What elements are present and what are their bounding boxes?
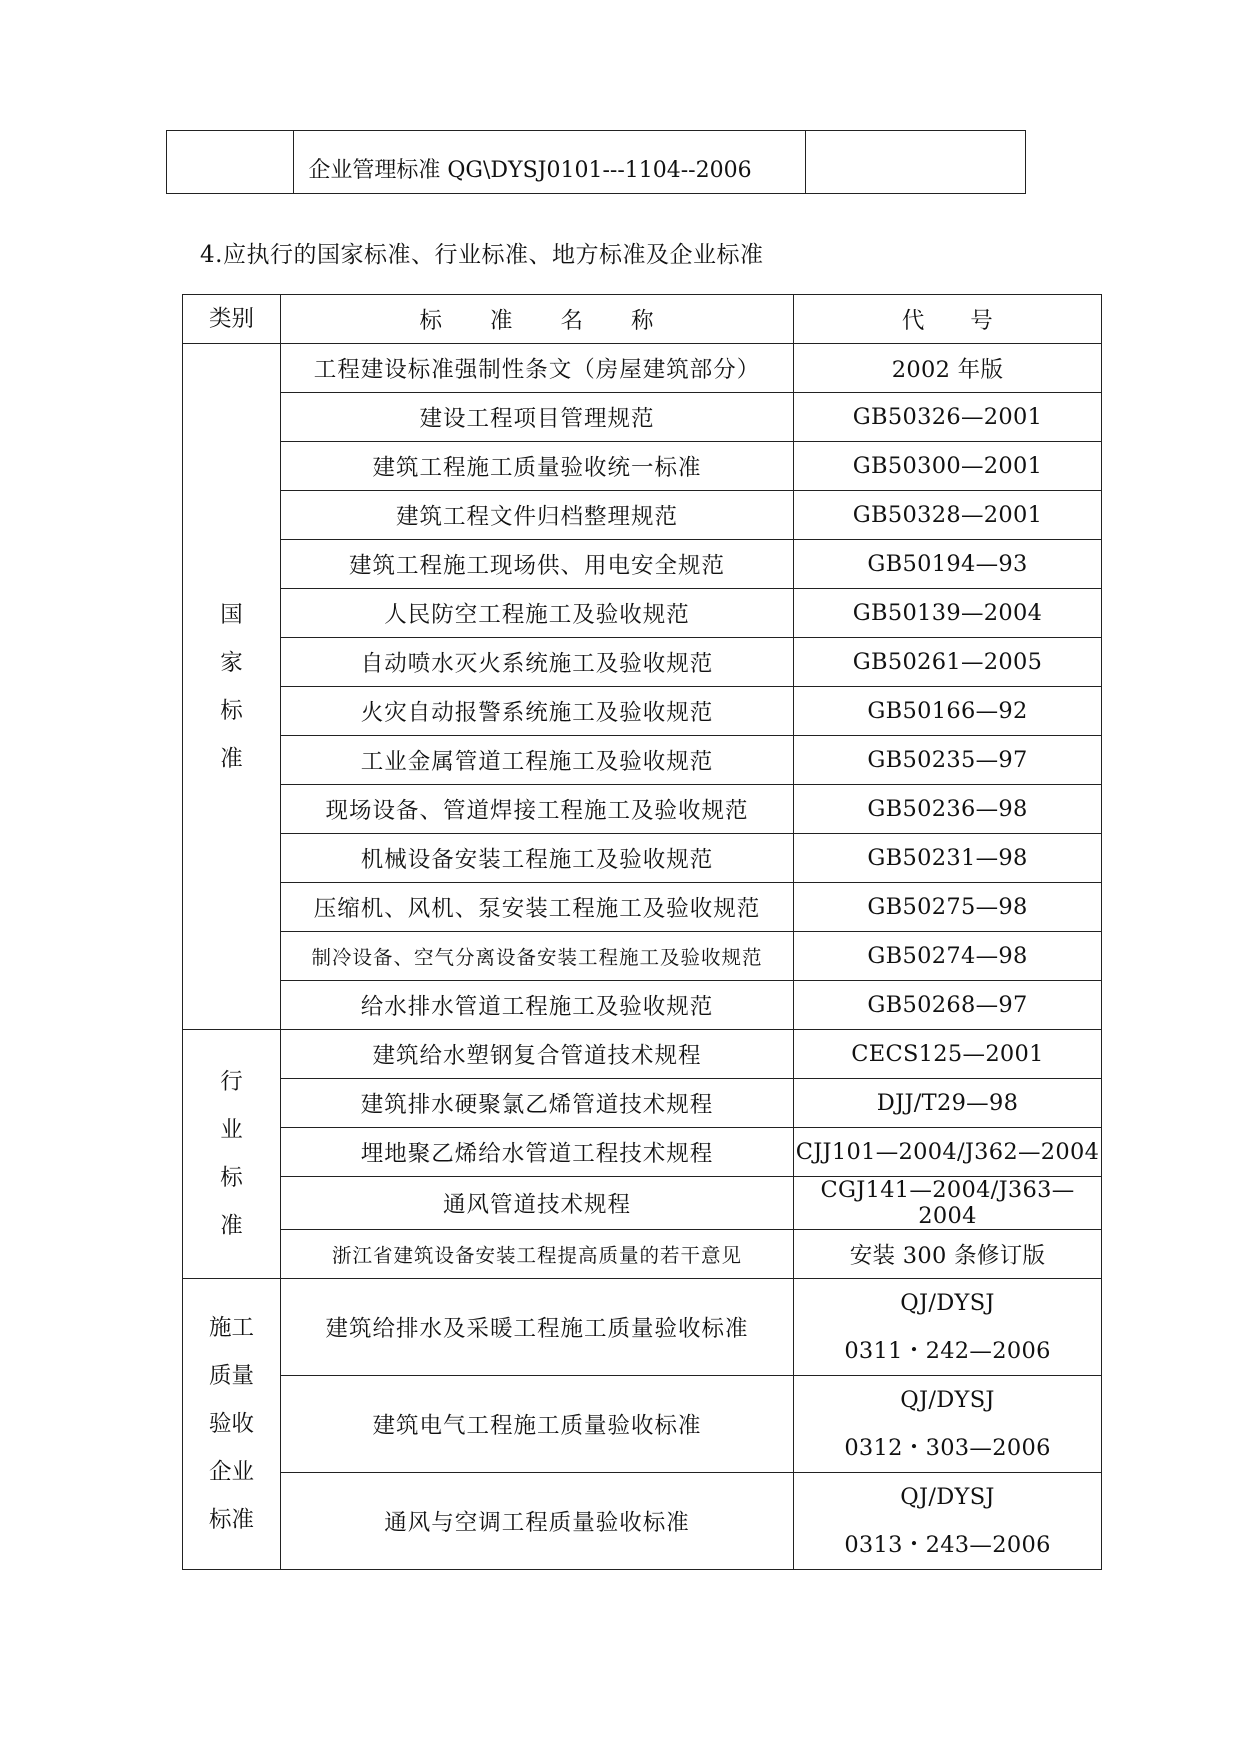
code-line-1: QJ/DYSJ xyxy=(900,1387,995,1413)
category-char: 标 xyxy=(220,1165,243,1191)
table-row xyxy=(183,1030,1102,1079)
standard-name: 埋地聚乙烯给水管道工程技术规程 xyxy=(281,1128,794,1177)
section-heading: 4.应执行的国家标准、行业标准、地方标准及企业标准 xyxy=(200,242,764,268)
top-name-cell: 企业管理标准 QG\DYSJ0101---1104--2006 xyxy=(294,131,805,194)
code-line-1: QJ/DYSJ xyxy=(900,1484,995,1510)
standard-code: GB50139—2004 xyxy=(794,589,1102,638)
category-char: 验收 xyxy=(208,1411,254,1437)
standard-code: 安装 300 条修订版 xyxy=(794,1230,1102,1279)
table-row xyxy=(183,1079,1102,1128)
table-row xyxy=(183,736,1102,785)
standard-code: GB50194—93 xyxy=(794,540,1102,589)
standard-name: 机械设备安装工程施工及验收规范 xyxy=(281,834,794,883)
code-line-1: QJ/DYSJ xyxy=(900,1290,995,1316)
standard-name: 工业金属管道工程施工及验收规范 xyxy=(281,736,794,785)
standard-code: CJJ101—2004/J362—2004 xyxy=(794,1128,1102,1177)
standard-code: GB50275—98 xyxy=(794,883,1102,932)
table-row xyxy=(183,883,1102,932)
table-row xyxy=(183,1230,1102,1279)
standard-code: DJJ/T29—98 xyxy=(794,1079,1102,1128)
standard-code: GB50274—98 xyxy=(794,932,1102,981)
category-char: 准 xyxy=(220,745,243,772)
category-industry xyxy=(183,1030,281,1279)
standard-name: 建筑工程施工质量验收统一标准 xyxy=(281,442,794,491)
standard-name: 通风与空调工程质量验收标准 xyxy=(281,1473,794,1570)
standard-name: 建筑给水塑钢复合管道技术规程 xyxy=(281,1030,794,1079)
table-row xyxy=(183,589,1102,638)
table-row xyxy=(183,785,1102,834)
standard-name: 通风管道技术规程 xyxy=(281,1177,794,1230)
standard-code: CECS125—2001 xyxy=(794,1030,1102,1079)
category-char: 标 xyxy=(220,697,243,724)
standard-name: 火灾自动报警系统施工及验收规范 xyxy=(281,687,794,736)
standards-table-body xyxy=(183,295,1102,1570)
standard-name: 建筑排水硬聚氯乙烯管道技术规程 xyxy=(281,1079,794,1128)
category-char: 国 xyxy=(220,601,243,628)
standard-code: GB50236—98 xyxy=(794,785,1102,834)
standard-name: 浙江省建筑设备安装工程提高质量的若干意见 xyxy=(281,1230,794,1279)
table-row xyxy=(183,540,1102,589)
table-row xyxy=(183,1279,1102,1376)
category-national xyxy=(183,344,281,1030)
top-right-cell xyxy=(805,131,1025,194)
standard-code xyxy=(794,1473,1102,1570)
table-row xyxy=(183,1128,1102,1177)
standard-name: 建筑工程施工现场供、用电安全规范 xyxy=(281,540,794,589)
category-enterprise xyxy=(183,1279,281,1570)
standard-code: CGJ141—2004/J363—2004 xyxy=(794,1177,1102,1230)
standard-code: GB50300—2001 xyxy=(794,442,1102,491)
standard-code: GB50268—97 xyxy=(794,981,1102,1030)
standard-name: 工程建设标准强制性条文（房屋建筑部分） xyxy=(281,344,794,393)
code-line-2: 0312・303—2006 xyxy=(844,1435,1051,1461)
standard-name: 现场设备、管道焊接工程施工及验收规范 xyxy=(281,785,794,834)
table-row xyxy=(183,442,1102,491)
category-char: 行 xyxy=(220,1069,243,1095)
code-line-2: 0313・243—2006 xyxy=(844,1532,1051,1558)
category-char: 施工 xyxy=(208,1315,254,1341)
standard-name: 制冷设备、空气分离设备安装工程施工及验收规范 xyxy=(281,932,794,981)
top-continuation-table xyxy=(166,130,1026,194)
standard-code: GB50231—98 xyxy=(794,834,1102,883)
standard-code: GB50235—97 xyxy=(794,736,1102,785)
category-char: 企业 xyxy=(208,1459,254,1485)
standard-name: 自动喷水灭火系统施工及验收规范 xyxy=(281,638,794,687)
standard-code xyxy=(794,1376,1102,1473)
code-line-2: 0311・242—2006 xyxy=(844,1338,1051,1364)
standard-code: GB50166—92 xyxy=(794,687,1102,736)
standards-table xyxy=(182,294,1102,1570)
table-header-row xyxy=(183,295,1102,344)
table-row xyxy=(183,491,1102,540)
category-char: 准 xyxy=(220,1213,243,1239)
standard-code: GB50326—2001 xyxy=(794,393,1102,442)
standard-name: 建筑工程文件归档整理规范 xyxy=(281,491,794,540)
standard-name: 压缩机、风机、泵安装工程施工及验收规范 xyxy=(281,883,794,932)
table-row xyxy=(183,638,1102,687)
category-char: 家 xyxy=(220,649,243,676)
header-category: 类别 xyxy=(183,295,281,344)
table-row xyxy=(183,981,1102,1030)
standard-code xyxy=(794,1279,1102,1376)
standard-name: 给水排水管道工程施工及验收规范 xyxy=(281,981,794,1030)
category-char: 标准 xyxy=(208,1507,254,1533)
standard-name: 建设工程项目管理规范 xyxy=(281,393,794,442)
category-char: 业 xyxy=(220,1117,243,1143)
standard-name: 人民防空工程施工及验收规范 xyxy=(281,589,794,638)
standard-code: GB50328—2001 xyxy=(794,491,1102,540)
table-row xyxy=(183,1177,1102,1230)
table-row xyxy=(183,834,1102,883)
table-row xyxy=(183,393,1102,442)
table-row xyxy=(183,1376,1102,1473)
standard-name: 建筑电气工程施工质量验收标准 xyxy=(281,1376,794,1473)
table-row xyxy=(183,1473,1102,1570)
standard-name: 建筑给排水及采暖工程施工质量验收标准 xyxy=(281,1279,794,1376)
header-code: 代 号 xyxy=(794,295,1102,344)
table-row xyxy=(167,131,1026,194)
header-name: 标 准 名 称 xyxy=(281,295,794,344)
category-char: 质量 xyxy=(208,1363,254,1389)
table-row xyxy=(183,932,1102,981)
standard-code: 2002 年版 xyxy=(794,344,1102,393)
table-row xyxy=(183,344,1102,393)
standard-code: GB50261—2005 xyxy=(794,638,1102,687)
table-row xyxy=(183,687,1102,736)
top-left-cell xyxy=(167,131,294,194)
